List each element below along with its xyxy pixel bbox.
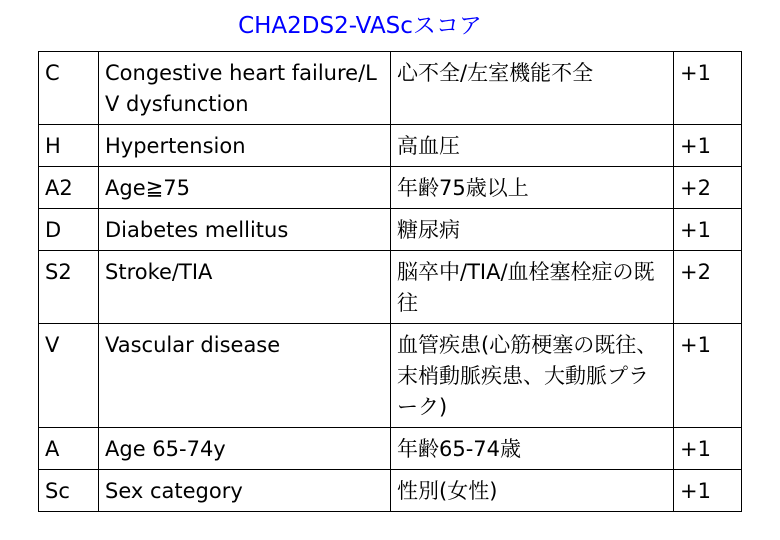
- row-english: Vascular disease: [99, 324, 391, 428]
- row-japanese: 心不全/左室機能不全: [391, 52, 674, 125]
- row-code: A2: [39, 167, 99, 209]
- row-points: +1: [674, 52, 742, 125]
- table-row: [39, 324, 742, 428]
- table-row: [39, 428, 742, 470]
- row-japanese: 年齢75歳以上: [391, 167, 674, 209]
- row-code: A: [39, 428, 99, 470]
- row-english: Age 65-74y: [99, 428, 391, 470]
- table-row: [39, 251, 742, 324]
- row-japanese: 年齢65-74歳: [391, 428, 674, 470]
- row-english: Diabetes mellitus: [99, 209, 391, 251]
- table-row: [39, 470, 742, 512]
- row-points: +1: [674, 428, 742, 470]
- row-english: Stroke/TIA: [99, 251, 391, 324]
- row-code: C: [39, 52, 99, 125]
- row-code: H: [39, 125, 99, 167]
- row-english: Sex category: [99, 470, 391, 512]
- row-japanese: 血管疾患(心筋梗塞の既往、末梢動脈疾患、大動脈プラーク): [391, 324, 674, 428]
- row-code: V: [39, 324, 99, 428]
- score-table: [38, 51, 742, 512]
- row-code: D: [39, 209, 99, 251]
- table-row: [39, 125, 742, 167]
- row-points: +1: [674, 125, 742, 167]
- row-japanese: 脳卒中/TIA/血栓塞栓症の既往: [391, 251, 674, 324]
- row-points: +2: [674, 167, 742, 209]
- row-points: +1: [674, 470, 742, 512]
- row-points: +1: [674, 324, 742, 428]
- row-japanese: 高血圧: [391, 125, 674, 167]
- row-english: Congestive heart failure/LV dysfunction: [99, 52, 391, 125]
- row-japanese: 性別(女性): [391, 470, 674, 512]
- row-points: +2: [674, 251, 742, 324]
- page-title: CHA2DS2-VAScスコア: [238, 13, 482, 39]
- row-japanese: 糖尿病: [391, 209, 674, 251]
- row-code: Sc: [39, 470, 99, 512]
- row-english: Hypertension: [99, 125, 391, 167]
- row-points: +1: [674, 209, 742, 251]
- row-english: Age≧75: [99, 167, 391, 209]
- table-row: [39, 167, 742, 209]
- row-code: S2: [39, 251, 99, 324]
- table-row: [39, 209, 742, 251]
- table-row: [39, 52, 742, 125]
